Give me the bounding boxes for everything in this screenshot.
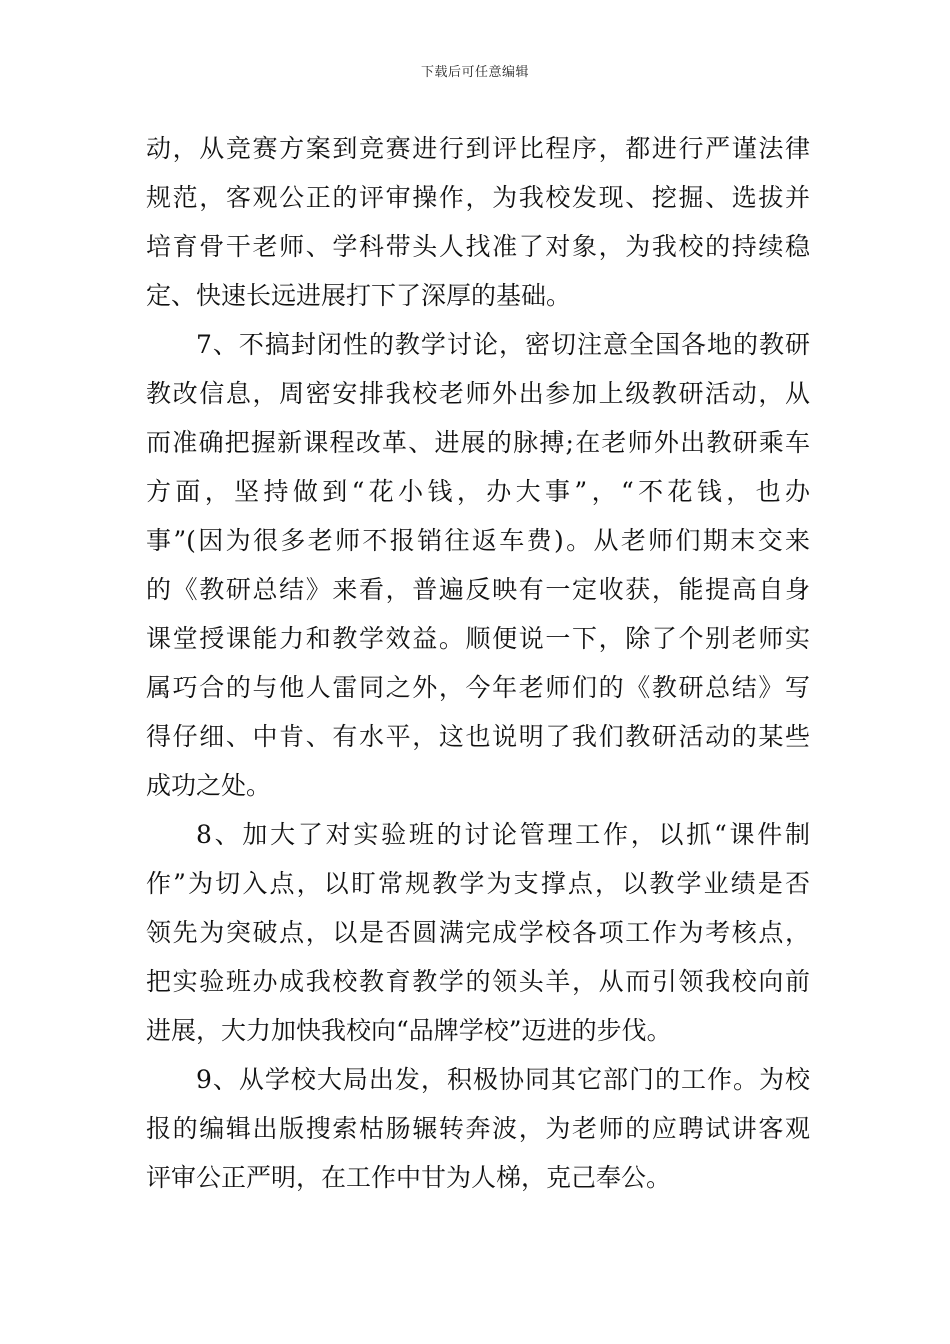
text-line: 动，从竞赛方案到竞赛进行到评比程序，都进行严谨法律 — [146, 134, 810, 163]
text-line: 作”为切入点，以盯常规教学为支撑点，以教学业绩是否 — [146, 869, 810, 898]
text-line: 的《教研总结》来看，普遍反映有一定收获，能提高自身 — [146, 575, 810, 604]
text-line: 得仔细、中肯、有水平，这也说明了我们教研活动的某些 — [146, 722, 810, 751]
text-line: 方面，坚持做到“花小钱，办大事”，“不花钱，也办 — [146, 477, 810, 506]
text-line: 进展，大力加快我校向“品牌学校”迈进的步伐。 — [146, 1016, 672, 1045]
text-line: 教改信息，周密安排我校老师外出参加上级教研活动，从 — [146, 379, 810, 408]
text-line: 而准确把握新课程改革、进展的脉搏;在老师外出教研乘车 — [146, 428, 810, 457]
text-line: 课堂授课能力和教学效益。顺便说一下，除了个别老师实 — [146, 624, 810, 653]
paragraph-7-first-line: 7、不搞封闭性的教学讨论，密切注意全国各地的教研 — [196, 330, 810, 359]
text-line: 报的编辑出版搜索枯肠辗转奔波，为老师的应聘试讲客观 — [146, 1114, 810, 1143]
paragraph-8-first-line: 8、加大了对实验班的讨论管理工作，以抓“课件制 — [196, 820, 810, 849]
text-line: 领先为突破点，以是否圆满完成学校各项工作为考核点， — [146, 918, 810, 947]
text-line: 规范，客观公正的评审操作，为我校发现、挖掘、选拔并 — [146, 183, 810, 212]
text-line: 事”(因为很多老师不报销往返车费)。从老师们期末交来 — [146, 526, 810, 555]
page-header: 下载后可任意编辑 — [420, 65, 529, 80]
paragraph-9-first-line: 9、从学校大局出发，积极协同其它部门的工作。为校 — [196, 1065, 810, 1094]
text-line: 把实验班办成我校教育教学的领头羊，从而引领我校向前 — [146, 967, 810, 996]
document-body — [146, 124, 810, 1202]
text-line: 评审公正严明，在工作中甘为人梯，克己奉公。 — [146, 1163, 672, 1192]
text-line: 属巧合的与他人雷同之外，今年老师们的《教研总结》写 — [146, 673, 810, 702]
text-line: 培育骨干老师、学科带头人找准了对象，为我校的持续稳 — [146, 232, 810, 261]
text-line: 成功之处。 — [146, 771, 272, 800]
text-line: 定、快速长远进展打下了深厚的基础。 — [146, 281, 572, 310]
